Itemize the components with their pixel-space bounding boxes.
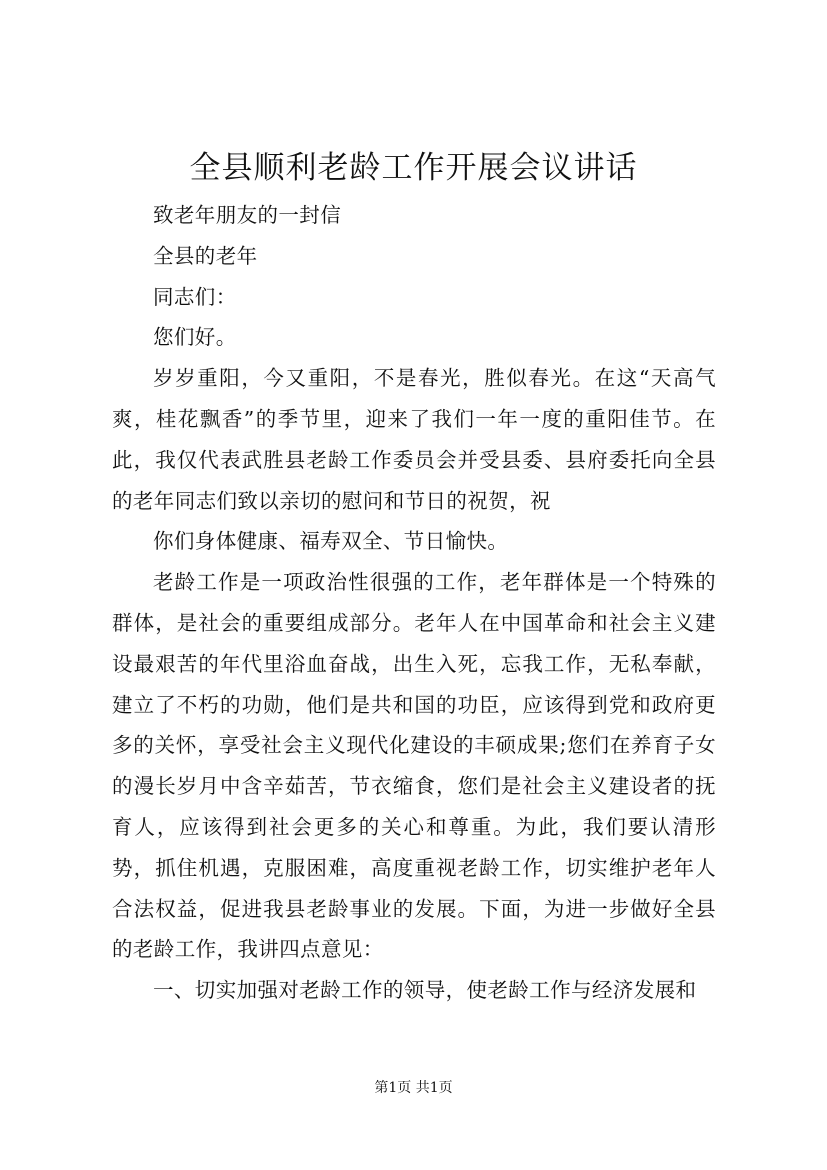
page-footer — [0, 1078, 827, 1098]
page-number: 第1页 共1页 — [374, 1080, 453, 1096]
paragraph-letter-heading: 致老年朋友的一封信 — [153, 203, 342, 227]
document-body — [112, 195, 716, 1011]
document-title: 全县顺利老龄工作开展会议讲话 — [189, 150, 638, 186]
paragraph-blessing: 你们身体健康、福寿双全、节日愉快。 — [153, 529, 509, 554]
paragraph-salutation: 同志们： — [153, 284, 237, 309]
paragraph-festival-wishes: 岁岁重阳，今又重阳，不是春光，胜似春光。在这“天高气爽，桂花飘香”的季节里，迎来了我们一年一度的重阳佳节。在此，我仅代表武胜县老龄工作委员会并受县委、县府委托向全县的老年同志们致以亲切的慰问和节日的祝贺，祝 — [112, 366, 716, 513]
paragraph-section-one: 一、切实加强对老龄工作的领导，使老龄工作与经济发展和 — [153, 978, 697, 1003]
paragraph-elderly-work: 老龄工作是一项政治性很强的工作，老年群体是一个特殊的群体，是社会的重要组成部分。老年人在中国革命和社会主义建设最艰苦的年代里浴血奋战，出生入死，忘我工作，无私奉献，建立了不朽的功勋，他们是共和国的功臣，应该得到党和政府更多的关怀，享受社会主义现代化建设的丰硕成果;您们在养育子女的漫长岁月中含辛茹苦，节衣缩食，您们是社会主义建设者的抚育人，应该得到社会更多的关心和尊重。为此，我们要认清形势，抓住机遇，克服困难，高度重视老龄工作，切实维护老年人合法权益，促进我县老龄事业的发展。下面，为进一步做好全县的老龄工作，我讲四点意见： — [112, 570, 716, 962]
paragraph-greeting: 您们好。 — [153, 325, 237, 350]
paragraph-addressee: 全县的老年 — [153, 243, 258, 268]
